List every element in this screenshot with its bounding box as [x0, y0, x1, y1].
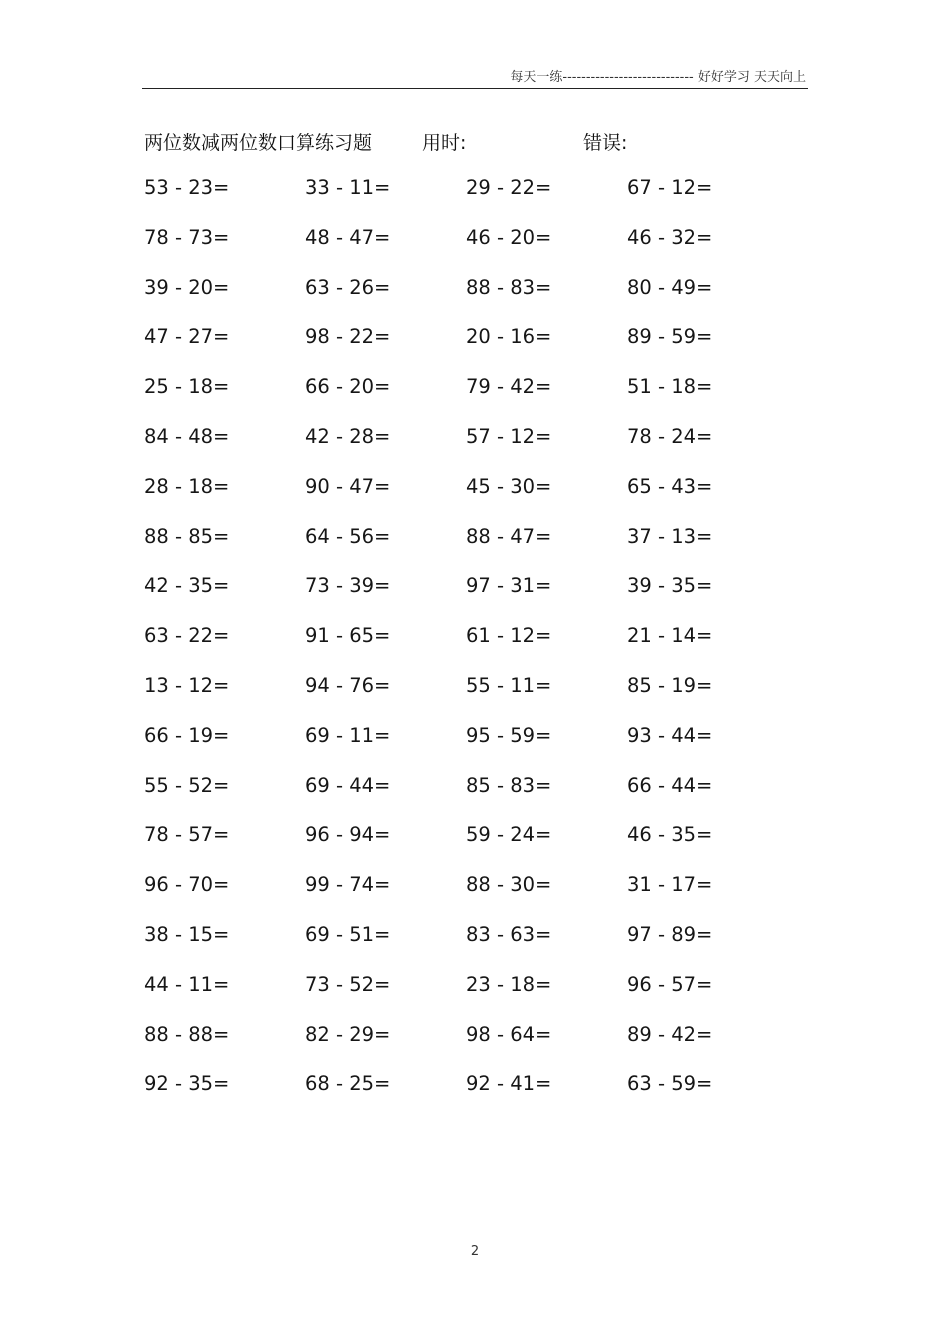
problem-item: 66 - 44= — [627, 773, 713, 797]
problem-row — [144, 375, 804, 425]
problem-item: 89 - 59= — [627, 325, 713, 349]
problem-item: 51 - 18= — [627, 375, 713, 399]
problem-row — [144, 873, 804, 923]
problem-item: 79 - 42= — [466, 375, 552, 399]
problem-item: 91 - 65= — [305, 624, 391, 648]
problem-row — [144, 226, 804, 276]
problem-item: 73 - 39= — [305, 574, 391, 598]
problem-item: 47 - 27= — [144, 325, 230, 349]
problem-item: 46 - 20= — [466, 225, 552, 249]
problem-item: 65 - 43= — [627, 474, 713, 498]
problem-item: 85 - 19= — [627, 673, 713, 697]
problem-item: 38 - 15= — [144, 922, 230, 946]
problem-row — [144, 823, 804, 873]
problem-item: 78 - 57= — [144, 823, 230, 847]
problem-item: 13 - 12= — [144, 673, 230, 697]
problem-row — [144, 574, 804, 624]
problem-row — [144, 176, 804, 226]
problem-item: 48 - 47= — [305, 225, 391, 249]
problem-item: 61 - 12= — [466, 624, 552, 648]
title-row — [144, 128, 804, 158]
problem-item: 45 - 30= — [466, 474, 552, 498]
problem-grid — [144, 176, 804, 1122]
problem-item: 98 - 22= — [305, 325, 391, 349]
problem-item: 88 - 88= — [144, 1022, 230, 1046]
problem-row — [144, 1072, 804, 1122]
problem-item: 69 - 11= — [305, 723, 391, 747]
problem-item: 67 - 12= — [627, 176, 713, 199]
problem-item: 42 - 35= — [144, 574, 230, 598]
problem-row — [144, 1023, 804, 1073]
problem-item: 73 - 52= — [305, 972, 391, 996]
problem-item: 55 - 11= — [466, 673, 552, 697]
problem-item: 96 - 70= — [144, 873, 230, 897]
problem-row — [144, 624, 804, 674]
problem-item: 57 - 12= — [466, 424, 552, 448]
page-header — [142, 64, 808, 89]
problem-item: 88 - 83= — [466, 275, 552, 299]
problem-item: 28 - 18= — [144, 474, 230, 498]
problem-item: 68 - 25= — [305, 1072, 391, 1096]
problem-item: 90 - 47= — [305, 474, 391, 498]
problem-item: 33 - 11= — [305, 176, 391, 199]
error-label: 错误: — [583, 132, 628, 154]
problem-item: 23 - 18= — [466, 972, 552, 996]
problem-item: 46 - 32= — [627, 225, 713, 249]
problem-item: 85 - 83= — [466, 773, 552, 797]
problem-row — [144, 425, 804, 475]
problem-item: 31 - 17= — [627, 873, 713, 897]
problem-item: 93 - 44= — [627, 723, 713, 747]
problem-item: 84 - 48= — [144, 424, 230, 448]
problem-item: 92 - 35= — [144, 1072, 230, 1096]
problem-item: 66 - 20= — [305, 375, 391, 399]
problem-item: 21 - 14= — [627, 624, 713, 648]
problem-item: 88 - 47= — [466, 524, 552, 548]
problem-item: 39 - 35= — [627, 574, 713, 598]
problem-item: 69 - 44= — [305, 773, 391, 797]
problem-item: 39 - 20= — [144, 275, 230, 299]
problem-row — [144, 923, 804, 973]
problem-item: 63 - 22= — [144, 624, 230, 648]
problem-item: 97 - 89= — [627, 922, 713, 946]
problem-item: 69 - 51= — [305, 922, 391, 946]
problem-item: 99 - 74= — [305, 873, 391, 897]
problem-item: 42 - 28= — [305, 424, 391, 448]
problem-row — [144, 674, 804, 724]
problem-item: 63 - 59= — [627, 1072, 713, 1096]
page-number: 2 — [470, 1244, 480, 1259]
problem-item: 44 - 11= — [144, 972, 230, 996]
problem-item: 96 - 94= — [305, 823, 391, 847]
problem-item: 97 - 31= — [466, 574, 552, 598]
problem-item: 92 - 41= — [466, 1072, 552, 1096]
problem-item: 88 - 30= — [466, 873, 552, 897]
problem-item: 59 - 24= — [466, 823, 552, 847]
problem-item: 80 - 49= — [627, 275, 713, 299]
problem-item: 96 - 57= — [627, 972, 713, 996]
problem-row — [144, 276, 804, 326]
problem-row — [144, 475, 804, 525]
problem-item: 63 - 26= — [305, 275, 391, 299]
problem-item: 88 - 85= — [144, 524, 230, 548]
problem-item: 53 - 23= — [144, 176, 230, 199]
problem-row — [144, 774, 804, 824]
problem-item: 78 - 24= — [627, 424, 713, 448]
problem-item: 83 - 63= — [466, 922, 552, 946]
problem-item: 64 - 56= — [305, 524, 391, 548]
header-text: 每天一练---------------------------- 好好学习 天天向上 — [510, 70, 806, 85]
problem-item: 66 - 19= — [144, 723, 230, 747]
problem-item: 89 - 42= — [627, 1022, 713, 1046]
problem-item: 37 - 13= — [627, 524, 713, 548]
problem-item: 98 - 64= — [466, 1022, 552, 1046]
worksheet-title: 两位数减两位数口算练习题 — [144, 132, 373, 154]
problem-item: 29 - 22= — [466, 176, 552, 199]
problem-item: 25 - 18= — [144, 375, 230, 399]
problem-item: 78 - 73= — [144, 225, 230, 249]
problem-row — [144, 325, 804, 375]
problem-row — [144, 973, 804, 1023]
time-label: 用时: — [422, 132, 467, 154]
problem-item: 46 - 35= — [627, 823, 713, 847]
problem-row — [144, 724, 804, 774]
problem-item: 82 - 29= — [305, 1022, 391, 1046]
problem-item: 55 - 52= — [144, 773, 230, 797]
problem-item: 95 - 59= — [466, 723, 552, 747]
problem-item: 94 - 76= — [305, 673, 391, 697]
problem-item: 20 - 16= — [466, 325, 552, 349]
problem-row — [144, 525, 804, 575]
